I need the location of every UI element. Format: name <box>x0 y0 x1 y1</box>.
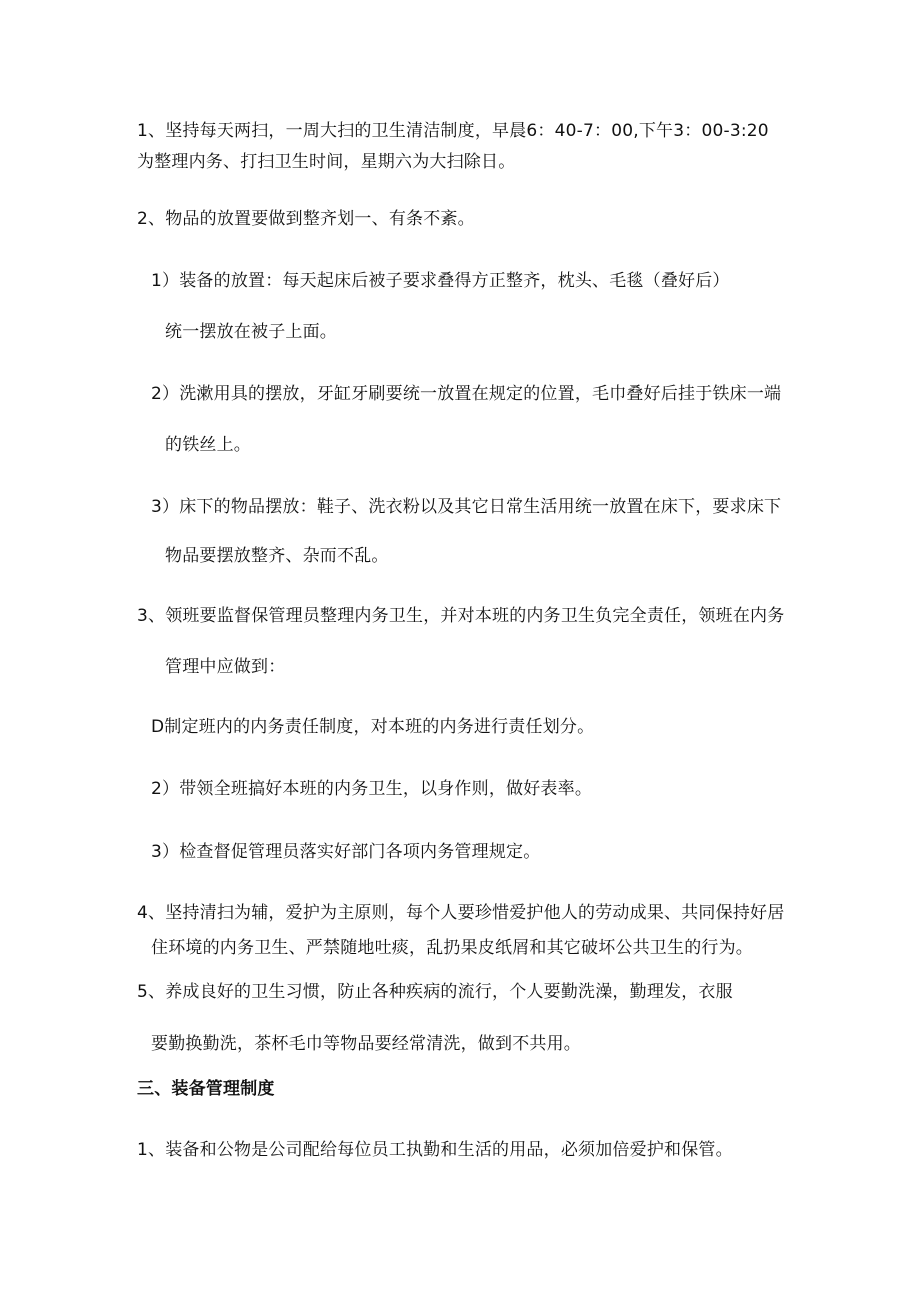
rule-3-sub-3-line: 3）检查督促管理员落实好部门各项内务管理规定。 <box>151 842 541 862</box>
rule-2-sub-3-line-2: 物品要摆放整齐、杂而不乱。 <box>165 546 389 566</box>
rule-2-line: 2、物品的放置要做到整齐划一、有条不紊。 <box>137 209 475 229</box>
rule-3-line-1: 3、领班要监督保管理员整理内务卫生，并对本班的内务卫生负完全责任，领班在内务 <box>137 606 785 626</box>
rule-2-sub-2-line-1: 2）洗漱用具的摆放，牙缸牙刷要统一放置在规定的位置，毛巾叠好后挂于铁床一端 <box>151 384 782 404</box>
rule-5-line-1: 5、养成良好的卫生习惯，防止各种疾病的流行，个人要勤洗澡，勤理发，衣服 <box>137 982 733 1002</box>
rule-2-sub-2-line-2: 的铁丝上。 <box>165 435 251 455</box>
rule-3-line-2: 管理中应做到： <box>165 657 286 677</box>
rule-5-line-2: 要勤换勤洗，茶杯毛巾等物品要经常清洗，做到不共用。 <box>151 1034 581 1054</box>
rule-2-sub-1-line-2: 统一摆放在被子上面。 <box>165 322 337 342</box>
rule-3-sub-2-line: 2）带领全班搞好本班的内务卫生，以身作则，做好表率。 <box>151 779 593 799</box>
section-heading-equipment: 三、装备管理制度 <box>137 1079 275 1099</box>
rule-2-sub-3-line-1: 3）床下的物品摆放：鞋子、洗衣粉以及其它日常生活用统一放置在床下，要求床下 <box>151 497 782 517</box>
rule-2-sub-1-line-1: 1）装备的放置：每天起床后被子要求叠得方正整齐，枕头、毛毯（叠好后） <box>151 271 730 291</box>
rule-4-line-1: 4、坚持清扫为辅，爱护为主原则，每个人要珍惜爱护他人的劳动成果、共同保持好居 <box>137 903 785 923</box>
rule-1-line-2: 为整理内务、打扫卫生时间，星期六为大扫除日。 <box>137 152 516 172</box>
equipment-rule-1-line: 1、装备和公物是公司配给每位员工执勤和生活的用品，必须加倍爱护和保管。 <box>137 1140 733 1160</box>
rule-4-line-2: 住环境的内务卫生、严禁随地吐痰，乱扔果皮纸屑和其它破坏公共卫生的行为。 <box>151 938 753 958</box>
rule-3-sub-1-line: D制定班内的内务责任制度，对本班的内务进行责任划分。 <box>151 717 595 737</box>
rule-1-line-1: 1、坚持每天两扫，一周大扫的卫生清洁制度，早晨6：40-7：00,下午3：00-3:20 <box>137 121 769 141</box>
